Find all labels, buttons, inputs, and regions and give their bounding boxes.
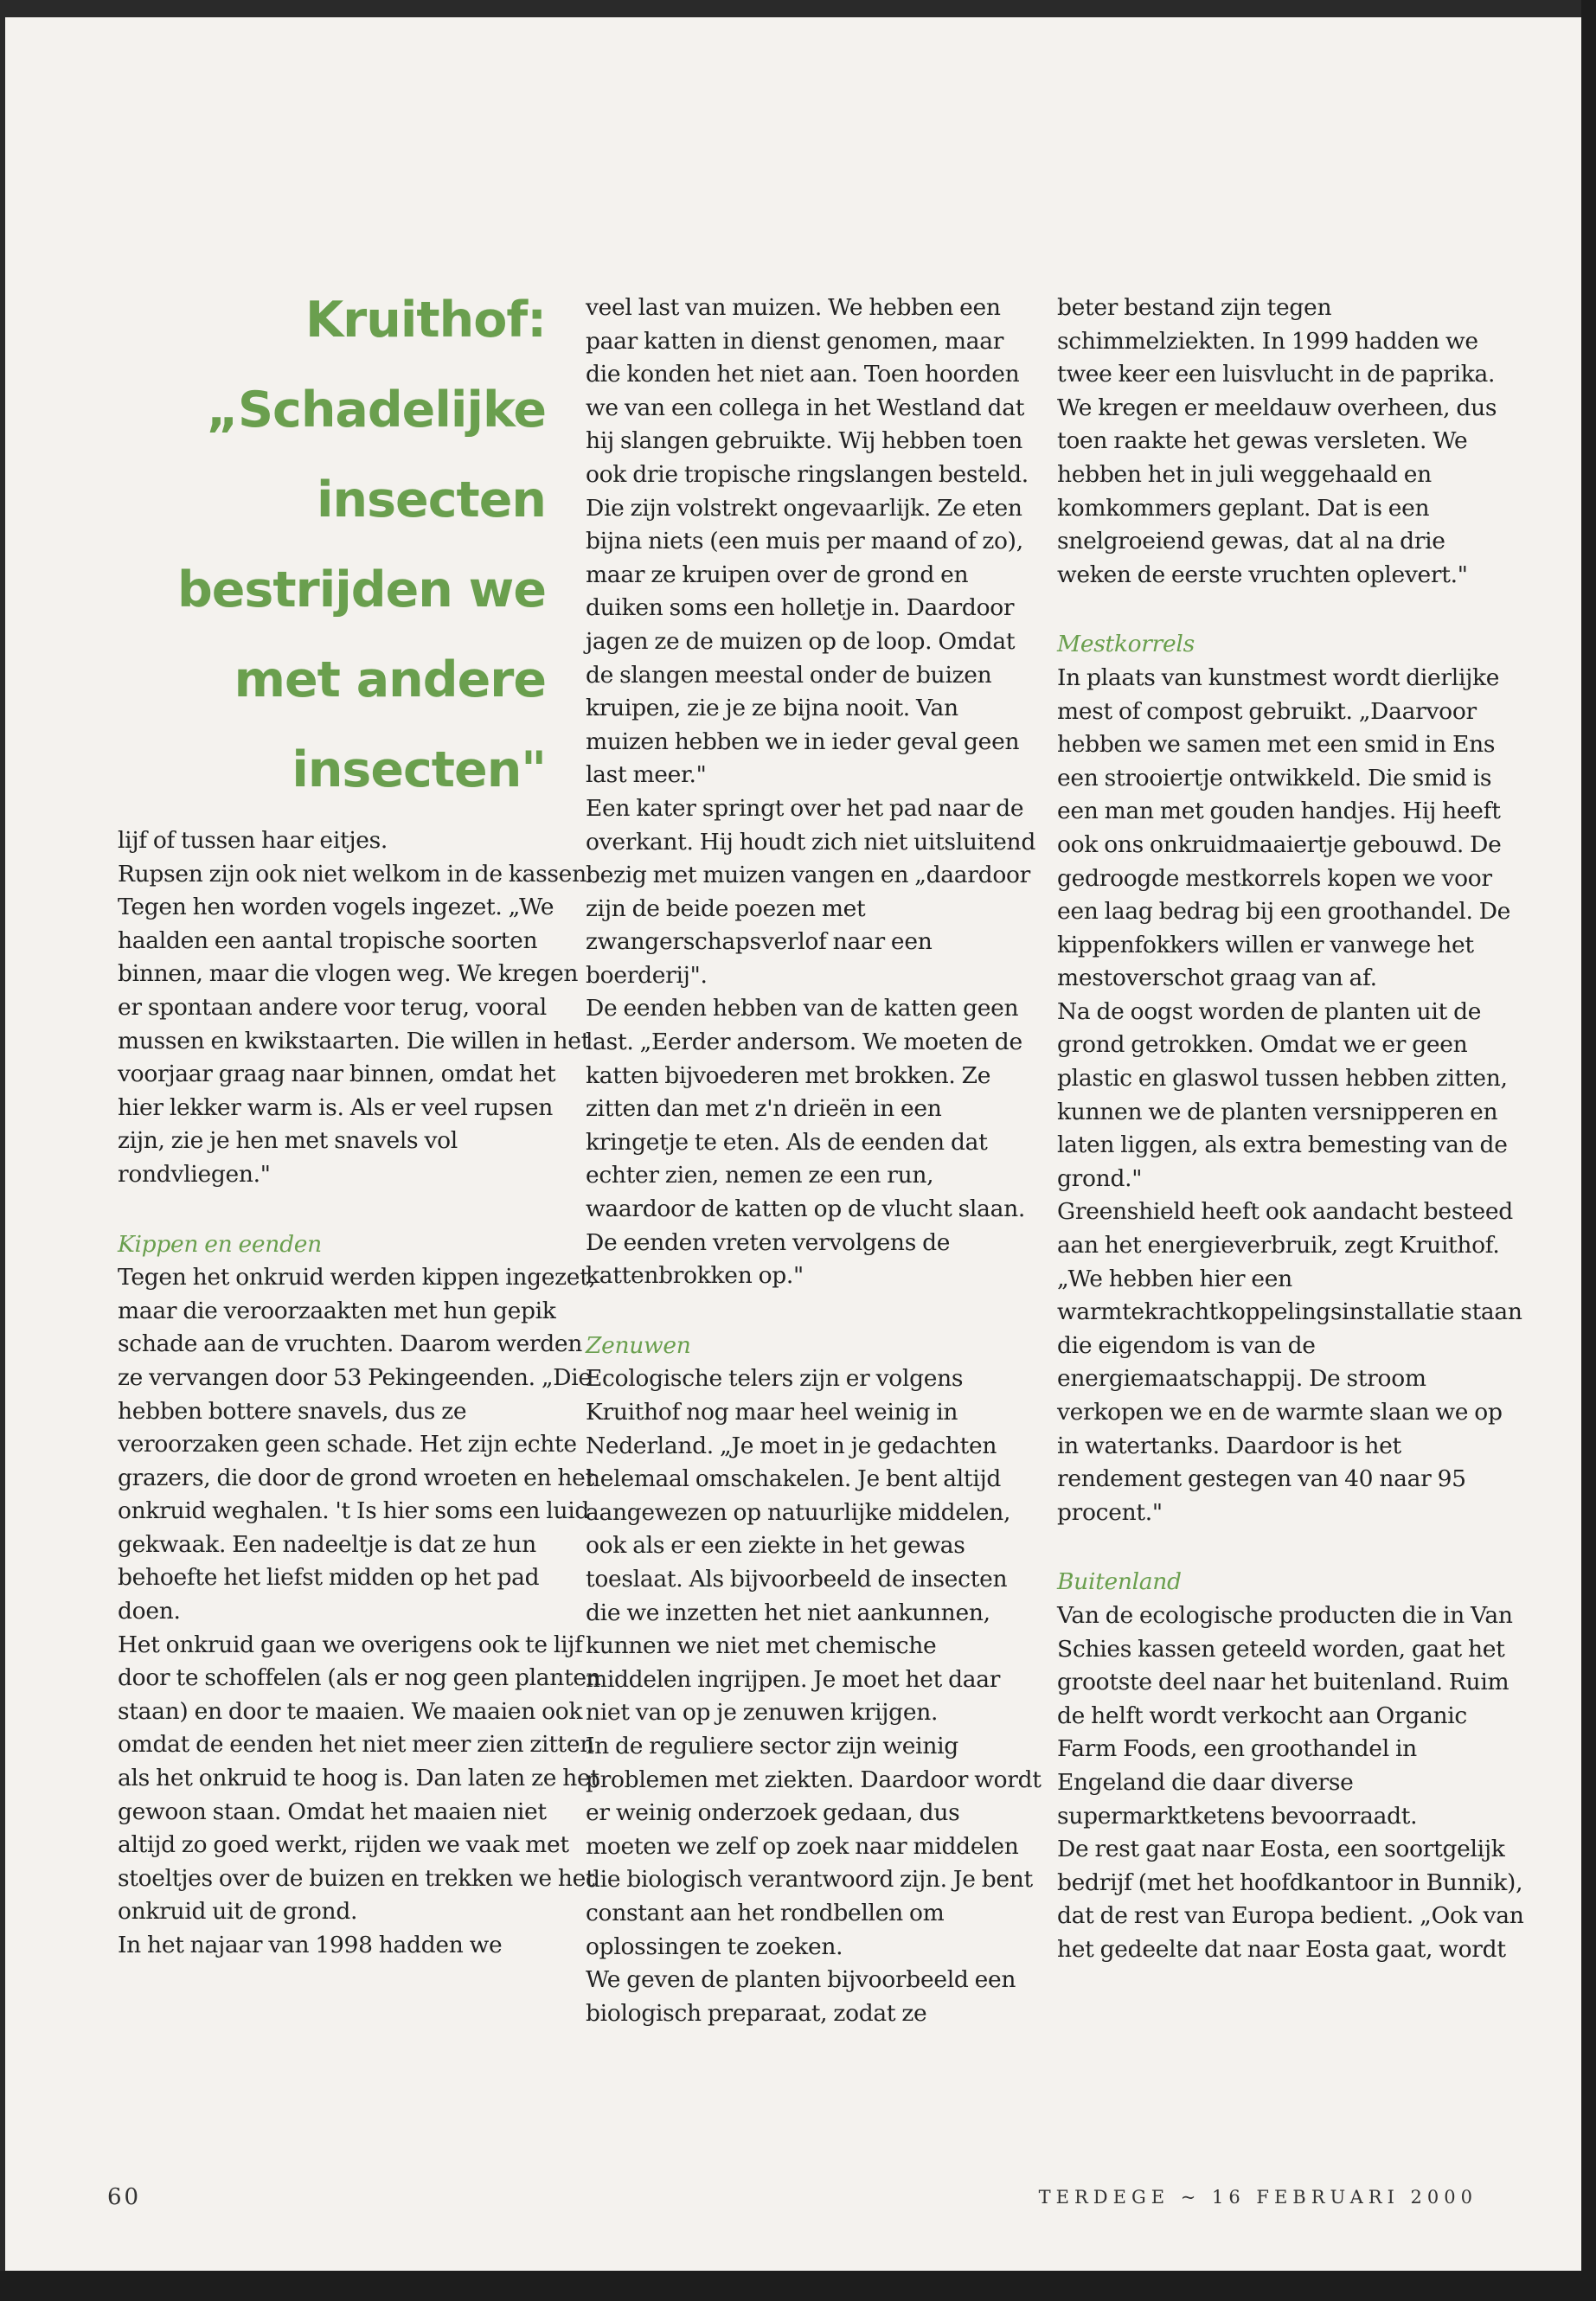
paragraph: In de reguliere sector zijn weinig problemen met ziekten. Daardoor wordt er weinig onderzoek gedaan, dus moeten we zelf op zoek naar middelen die biologisch verantwoord zijn. Je bent constant aan het rondbellen om oplossingen te zoeken. (586, 1732, 1042, 1960)
headline-line: „Schadelijke (206, 381, 546, 439)
paragraph: Het onkruid gaan we overigens ook te lijf door te schoffelen (als er nog geen planten staan) en door te maaien. We maaien ook omdat de eenden het niet meer zien zitten als het onkruid te hoog is. Dan laten ze het gewoon staan. Omdat het maaien niet altijd zo goed werkt, rijden we vaak met stoeltjes over de buizen en trekken we het onkruid uit de grond. (118, 1631, 601, 1926)
section-heading: Zenuwen (586, 1331, 691, 1359)
headline-line: bestrijden we (176, 561, 546, 619)
section-heading: Kippen en eenden (118, 1230, 322, 1258)
paragraph: In het najaar van 1998 hadden we (118, 1932, 503, 1958)
paragraph: Rupsen zijn ook niet welkom in de kassen. Tegen hen worden vogels ingezet. „We haalden een aantal tropische soorten binnen, maar die vlogen weg. We kregen er spontaan andere voor terug, vooral mussen en kwikstaarten. Die willen in het voorjaar graag naar binnen, omdat het hier lekker warm is. Als er veel rupsen zijn, zie je hen met snavels vol rondvliegen." (118, 860, 593, 1188)
section-heading: Mestkorrels (1057, 631, 1195, 658)
section-heading: Buitenland (1057, 1568, 1182, 1596)
paragraph: We geven de planten bijvoorbeeld een biologisch preparaat, zodat ze (586, 1966, 1016, 2027)
scan-border-right (1581, 0, 1596, 2301)
scan-border-bottom (0, 2271, 1596, 2301)
paragraph: beter bestand zijn tegen schimmelziekten. In 1999 hadden we twee keer een luisvlucht in de paprika. We kregen er meeldauw overheen, dus toen raakte het gewas versleten. We hebben het in juli weggehaald en komkommers geplant. Dat is een snelgroeiend gewas, dat al na drie weken de eerste vruchten oplevert." (1057, 294, 1497, 588)
headline-line: Kruithof: (305, 292, 546, 349)
text-column-3 (1057, 292, 1524, 1967)
headline-line: met andere (234, 651, 546, 708)
paragraph: Ecologische telers zijn er volgens Kruithof nog maar heel weinig in Nederland. „Je moet in je gedachten helemaal omschakelen. Je bent altijd aangewezen op natuurlijke middelen, ook als er een ziekte in het gewas toeslaat. Als bijvoorbeeld de insecten die we inzetten het niet aankunnen, kunnen we niet met chemische middelen ingrijpen. Je moet het daar niet van op je zenuwen krijgen. (586, 1365, 1011, 1727)
headline-line: insecten (317, 471, 546, 529)
paragraph: Van de ecologische producten die in Van Schies kassen geteeld worden, gaat het grootste deel naar het buitenland. Ruim de helft wordt verkocht aan Organic Farm Foods, een groothandel in Engeland die daar diverse supermarktketens bevoorraadt. (1057, 1601, 1513, 1830)
text-column-2 (586, 292, 1044, 2030)
paragraph: Tegen het onkruid werden kippen ingezet, maar die veroorzaakten met hun gepik schade aan de vruchten. Daarom werden ze vervangen door 53 Pekingeenden. „Die hebben bottere snavels, dus ze veroorzaken geen schade. Het zijn echte grazers, die door de grond wroeten en het onkruid weghalen. 't Is hier soms een luid gekwaak. Een nadeeltje is dat ze hun behoefte het liefst midden op het pad doen. (118, 1264, 596, 1625)
paragraph: Greenshield heeft ook aandacht besteed aan het energieverbruik, zegt Kruithof. „We hebben hier een warmtekrachtkoppelingsinstallatie staan die eigendom is van de energiemaatschappij. De stroom verkopen we en de warmte slaan we op in watertanks. Daardoor is het rendement gestegen van 40 naar 95 procent." (1057, 1198, 1522, 1526)
paragraph: De eenden hebben van de katten geen last. „Eerder andersom. We moeten de katten bijvoederen met brokken. Ze zitten dan met z'n drieën in een kringetje te eten. Als de eenden dat echter zien, nemen ze een run, waardoor de katten op de vlucht slaan. De eenden vreten vervolgens de kattenbrokken op." (586, 995, 1025, 1290)
headline-line: insecten" (292, 741, 546, 798)
article-headline (109, 275, 546, 815)
text-column-1 (118, 824, 602, 1963)
issue-footer: TERDEGE ~ 16 FEBRUARI 2000 (1038, 2187, 1477, 2208)
paragraph: Na de oogst worden de planten uit de grond getrokken. Omdat we er geen plastic en glaswol tussen hebben zitten, kunnen we de planten versnipperen en laten liggen, als extra bemesting van de grond." (1057, 997, 1508, 1192)
paragraph: veel last van muizen. We hebben een paar katten in dienst genomen, maar die konden het niet aan. Toen hoorden we van een collega in het Westland dat hij slangen gebruikte. Wij hebben toen ook drie tropische ringslangen besteld. Die zijn volstrekt ongevaarlijk. Ze eten bijna niets (een muis per maand of zo), maar ze kruipen over de grond en duiken soms een holletje in. Daardoor jagen ze de muizen op de loop. Omdat de slangen meestal onder de buizen kruipen, zie je ze bijna nooit. Van muizen hebben we in ieder geval geen last meer." (586, 294, 1029, 789)
magazine-page (5, 17, 1581, 2271)
paragraph: De rest gaat naar Eosta, een soortgelijk bedrijf (met het hoofdkantoor in Bunnik), dat de rest van Europa bedient. „Ook van het gedeelte dat naar Eosta gaat, wordt (1057, 1836, 1524, 1963)
paragraph: In plaats van kunstmest wordt dierlijke mest of compost gebruikt. „Daarvoor hebben we samen met een smid in Ens een strooiertje ontwikkeld. Die smid is een man met gouden handjes. Hij heeft ook ons onkruidmaaiertje gebouwd. De gedroogde mestkorrels kopen we voor een laag bedrag bij een groothandel. De kippenfokkers willen er vanwege het mestoverschot graag van af. (1057, 663, 1511, 992)
paragraph: Een kater springt over het pad naar de overkant. Hij houdt zich niet uitsluitend bezig met muizen vangen en „daardoor zijn de beide poezen met zwangerschapsverlof naar een boerderij". (586, 794, 1035, 989)
paragraph: lijf of tussen haar eitjes. (118, 827, 388, 854)
page-number: 60 (107, 2184, 142, 2210)
